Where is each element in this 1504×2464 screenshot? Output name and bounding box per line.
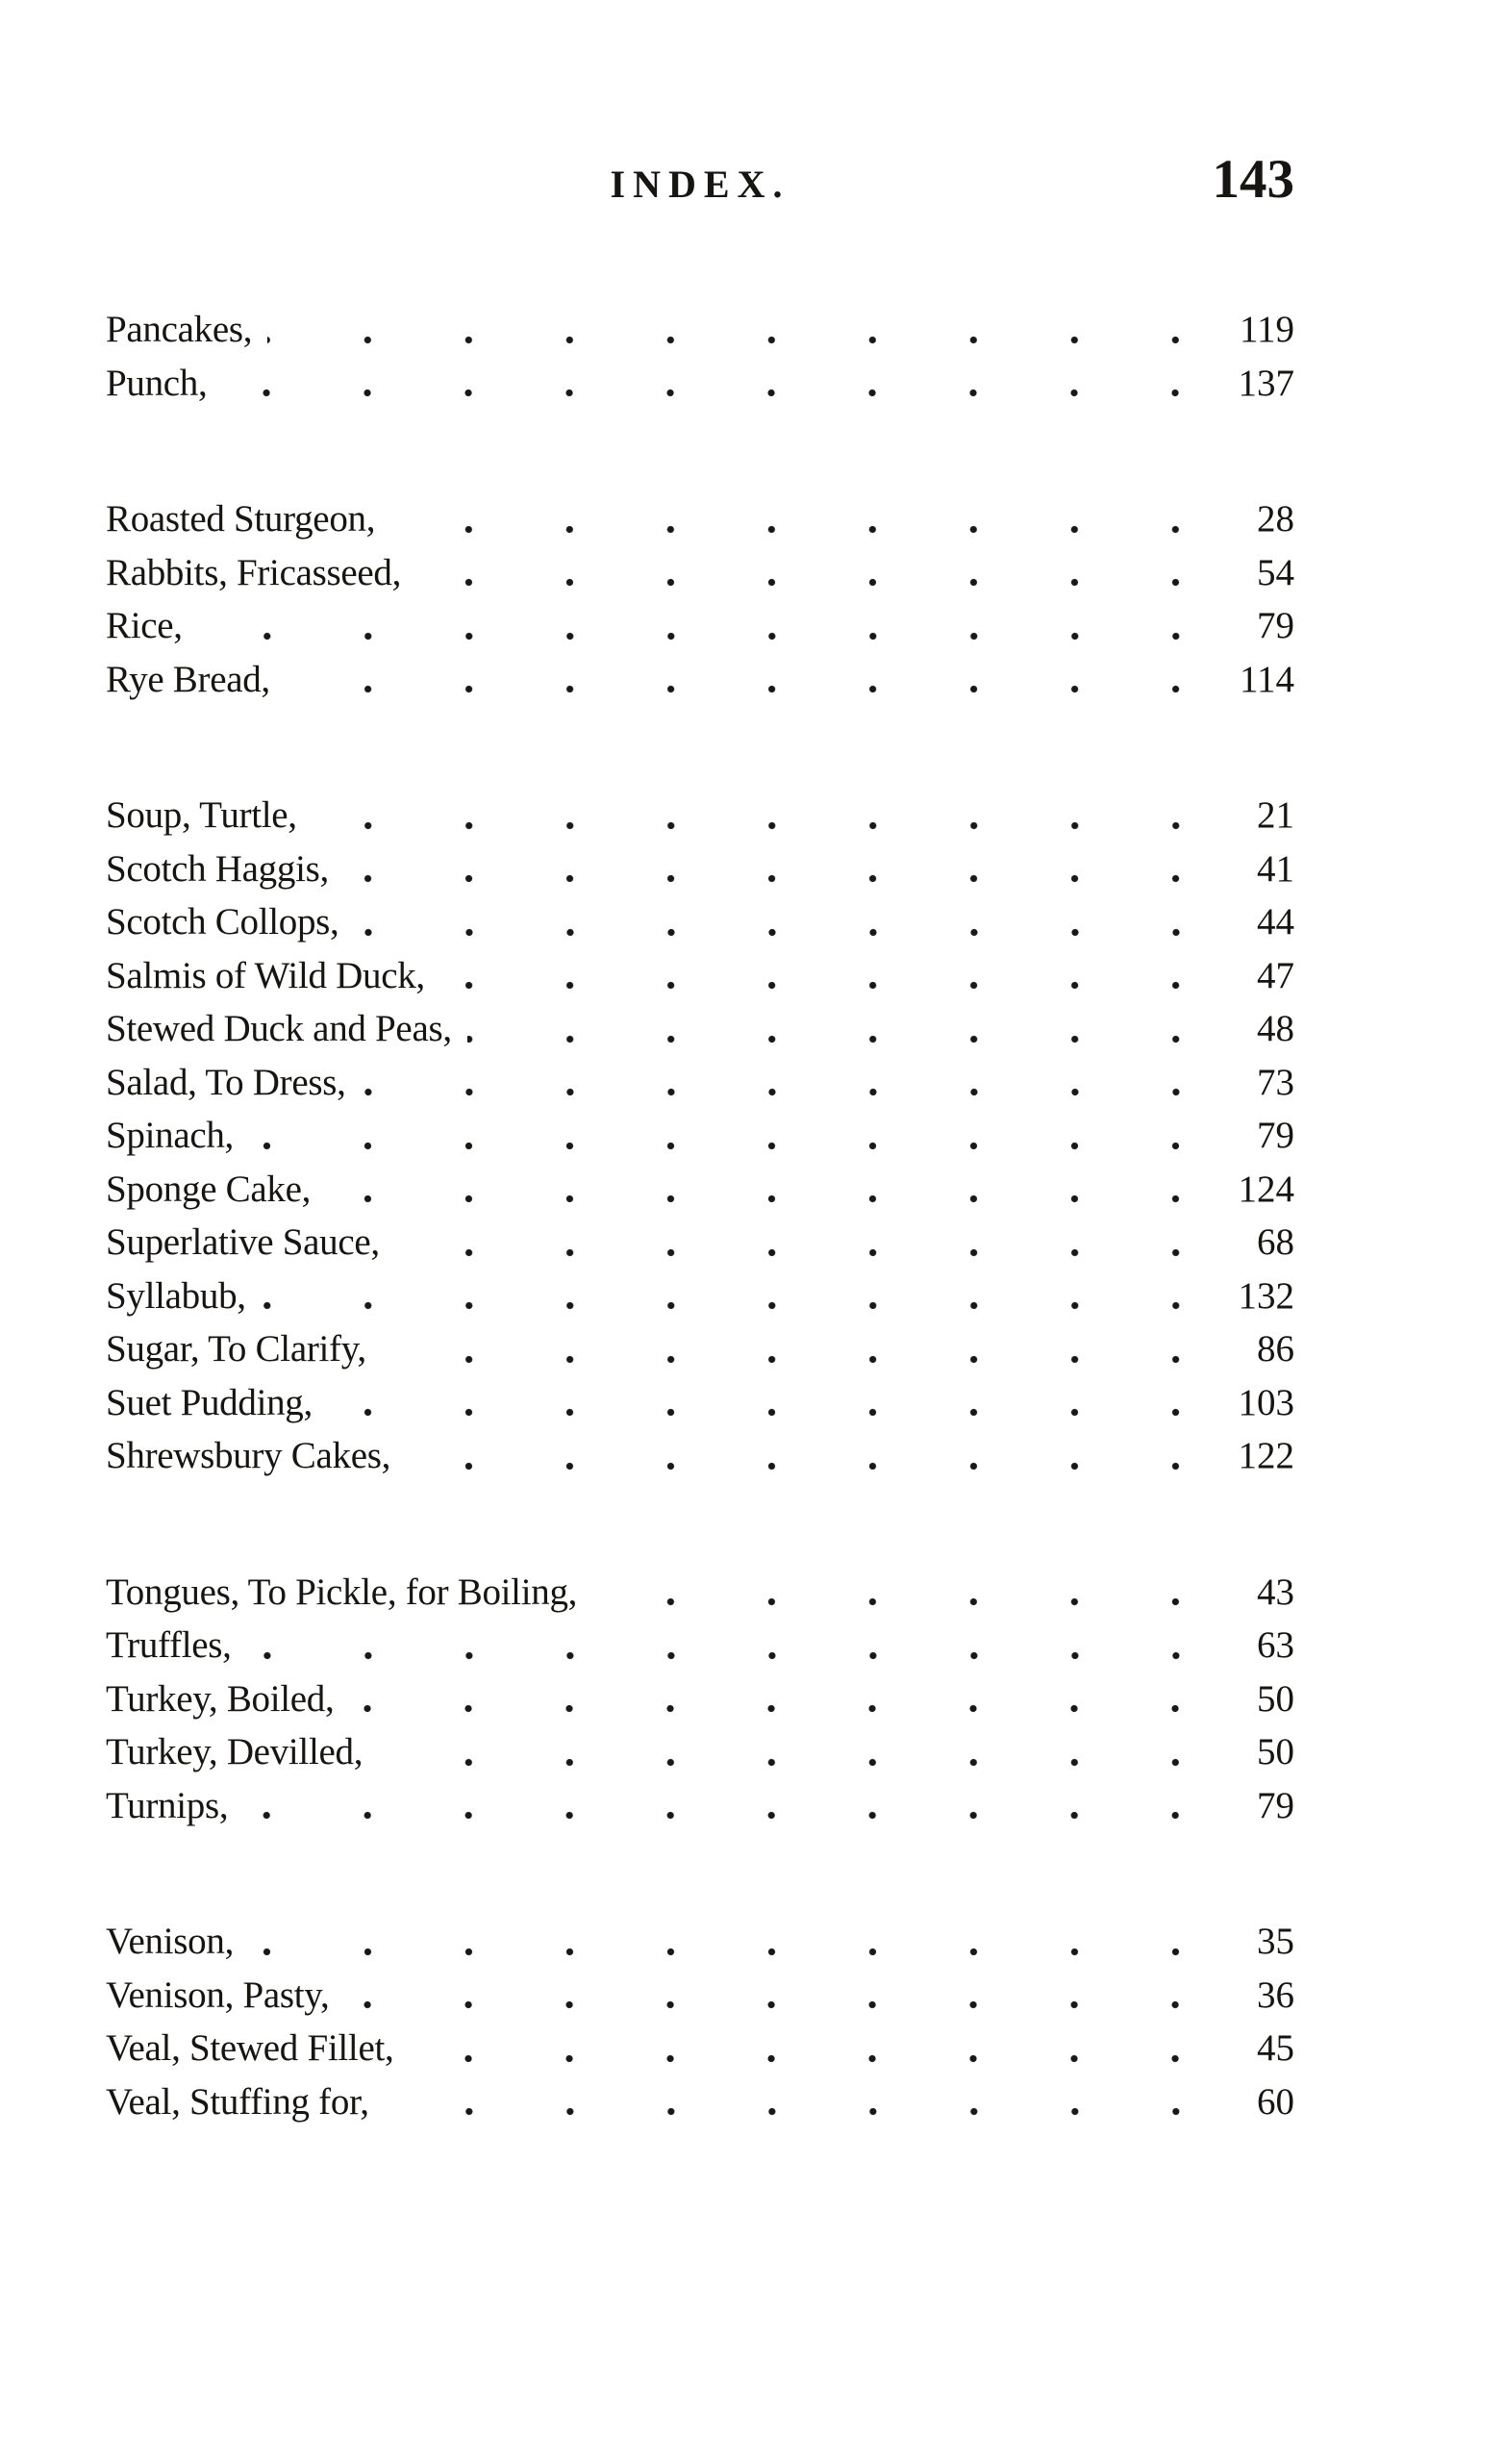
index-entry-row xyxy=(0,1270,1504,1323)
entry-page-number: 48 xyxy=(1216,1002,1294,1056)
entry-page-number: 79 xyxy=(1216,1779,1294,1833)
index-entry-row xyxy=(0,1619,1504,1672)
index-group xyxy=(0,789,1504,1483)
entry-page-number: 68 xyxy=(1216,1216,1294,1270)
entry-title: Spinach, xyxy=(106,1109,249,1163)
dot-leader xyxy=(344,1969,1216,2023)
entry-title: Turkey, Devilled, xyxy=(106,1725,378,1779)
entry-title: Turnips, xyxy=(106,1779,243,1833)
entry-title: Sponge Cake, xyxy=(106,1163,326,1217)
entry-title: Roasted Sturgeon, xyxy=(106,492,390,546)
entry-title: Soup, Turtle, xyxy=(106,789,313,842)
entry-title: Venison, xyxy=(106,1915,249,1969)
index-entry-row xyxy=(0,653,1504,707)
entry-title: Suet Pudding, xyxy=(106,1376,328,1430)
index-entry-row xyxy=(0,492,1504,546)
dot-leader xyxy=(313,789,1216,842)
entry-page-number: 45 xyxy=(1216,2022,1294,2075)
index-entry-row xyxy=(0,303,1504,357)
index-group xyxy=(0,492,1504,706)
index-entry-row xyxy=(0,1163,1504,1217)
entry-page-number: 28 xyxy=(1216,492,1294,546)
entry-title: Stewed Duck and Peas, xyxy=(106,1002,467,1056)
dot-leader xyxy=(222,357,1216,411)
entry-title: Veal, Stuffing for, xyxy=(106,2075,385,2129)
entry-title: Veal, Stewed Fillet, xyxy=(106,2022,409,2075)
entry-page-number: 79 xyxy=(1216,599,1294,653)
entry-page-number: 54 xyxy=(1216,546,1294,600)
index-entry-row xyxy=(0,1779,1504,1833)
index-entry-row xyxy=(0,1915,1504,1969)
entry-title: Rice, xyxy=(106,599,198,653)
dot-leader xyxy=(267,303,1216,357)
index-group xyxy=(0,1915,1504,2128)
index-entry-row xyxy=(0,1322,1504,1376)
entry-page-number: 122 xyxy=(1216,1429,1294,1483)
dot-leader xyxy=(378,1725,1216,1779)
dot-leader xyxy=(286,653,1216,707)
dot-leader xyxy=(349,1672,1216,1726)
entry-title: Tongues, To Pickle, for Boiling, xyxy=(106,1566,592,1620)
entry-title: Salad, To Dress, xyxy=(106,1056,362,1110)
index-entry-row xyxy=(0,842,1504,896)
index-entry-row xyxy=(0,1566,1504,1620)
entry-page-number: 44 xyxy=(1216,895,1294,949)
dot-leader xyxy=(390,492,1216,546)
dot-leader xyxy=(198,599,1216,653)
dot-leader xyxy=(395,1216,1216,1270)
index-group xyxy=(0,1566,1504,1833)
dot-leader xyxy=(326,1163,1216,1217)
index-entry-row xyxy=(0,1216,1504,1270)
entry-title: Syllabub, xyxy=(106,1270,262,1323)
entry-title: Sugar, To Clarify, xyxy=(106,1322,382,1376)
entry-page-number: 36 xyxy=(1216,1969,1294,2023)
entry-title: Scotch Haggis, xyxy=(106,842,344,896)
entry-title: Superlative Sauce, xyxy=(106,1216,395,1270)
index-entry-row xyxy=(0,2022,1504,2075)
entry-page-number: 21 xyxy=(1216,789,1294,842)
index-entry-row xyxy=(0,1429,1504,1483)
entry-title: Rabbits, Fricasseed, xyxy=(106,546,416,600)
entry-title: Scotch Collops, xyxy=(106,895,355,949)
dot-leader xyxy=(382,1322,1216,1376)
dot-leader xyxy=(416,546,1216,600)
entry-title: Rye Bread, xyxy=(106,653,286,707)
dot-leader xyxy=(467,1002,1216,1056)
entry-title: Pancakes, xyxy=(106,303,267,357)
header-right-cell xyxy=(790,150,1294,210)
dot-leader xyxy=(249,1915,1216,1969)
dot-leader xyxy=(247,1619,1216,1672)
index-group xyxy=(0,303,1504,410)
dot-leader xyxy=(328,1376,1216,1430)
index-entry-row xyxy=(0,895,1504,949)
page-header xyxy=(0,0,1504,214)
index-entry-row xyxy=(0,1672,1504,1726)
dot-leader xyxy=(249,1109,1216,1163)
entry-page-number: 50 xyxy=(1216,1725,1294,1779)
entry-page-number: 35 xyxy=(1216,1915,1294,1969)
entry-title: Venison, Pasty, xyxy=(106,1969,344,2023)
entry-page-number: 47 xyxy=(1216,949,1294,1003)
entry-page-number: 79 xyxy=(1216,1109,1294,1163)
index-entry-row xyxy=(0,599,1504,653)
folio-page-number: 143 xyxy=(1212,149,1294,210)
entry-page-number: 103 xyxy=(1216,1376,1294,1430)
entry-page-number: 73 xyxy=(1216,1056,1294,1110)
entry-page-number: 114 xyxy=(1216,653,1294,707)
index-entry-row xyxy=(0,546,1504,600)
index-list xyxy=(0,303,1504,2128)
entry-page-number: 119 xyxy=(1216,303,1294,357)
entry-title: Truffles, xyxy=(106,1619,247,1672)
entry-page-number: 43 xyxy=(1216,1566,1294,1620)
index-entry-row xyxy=(0,1376,1504,1430)
entry-title: Salmis of Wild Duck, xyxy=(106,949,440,1003)
dot-leader xyxy=(262,1270,1216,1323)
index-entry-row xyxy=(0,789,1504,842)
dot-leader xyxy=(355,895,1216,949)
dot-leader xyxy=(362,1056,1216,1110)
index-title: INDEX. xyxy=(610,163,790,206)
entry-page-number: 137 xyxy=(1216,357,1294,411)
entry-title: Turkey, Boiled, xyxy=(106,1672,349,1726)
dot-leader xyxy=(385,2075,1216,2129)
entry-page-number: 86 xyxy=(1216,1322,1294,1376)
entry-title: Punch, xyxy=(106,357,222,411)
dot-leader xyxy=(344,842,1216,896)
entry-page-number: 60 xyxy=(1216,2075,1294,2129)
dot-leader xyxy=(440,949,1216,1003)
entry-page-number: 132 xyxy=(1216,1270,1294,1323)
entry-page-number: 50 xyxy=(1216,1672,1294,1726)
dot-leader xyxy=(406,1429,1216,1483)
dot-leader xyxy=(409,2022,1216,2075)
dot-leader xyxy=(243,1779,1216,1833)
entry-page-number: 124 xyxy=(1216,1163,1294,1217)
index-entry-row xyxy=(0,1969,1504,2023)
index-entry-row xyxy=(0,1002,1504,1056)
entry-page-number: 63 xyxy=(1216,1619,1294,1672)
dot-leader xyxy=(592,1566,1216,1620)
index-entry-row xyxy=(0,1109,1504,1163)
entry-title: Shrewsbury Cakes, xyxy=(106,1429,406,1483)
entry-page-number: 41 xyxy=(1216,842,1294,896)
index-entry-row xyxy=(0,949,1504,1003)
index-entry-row xyxy=(0,1725,1504,1779)
index-entry-row xyxy=(0,2075,1504,2129)
index-entry-row xyxy=(0,1056,1504,1110)
index-entry-row xyxy=(0,357,1504,411)
